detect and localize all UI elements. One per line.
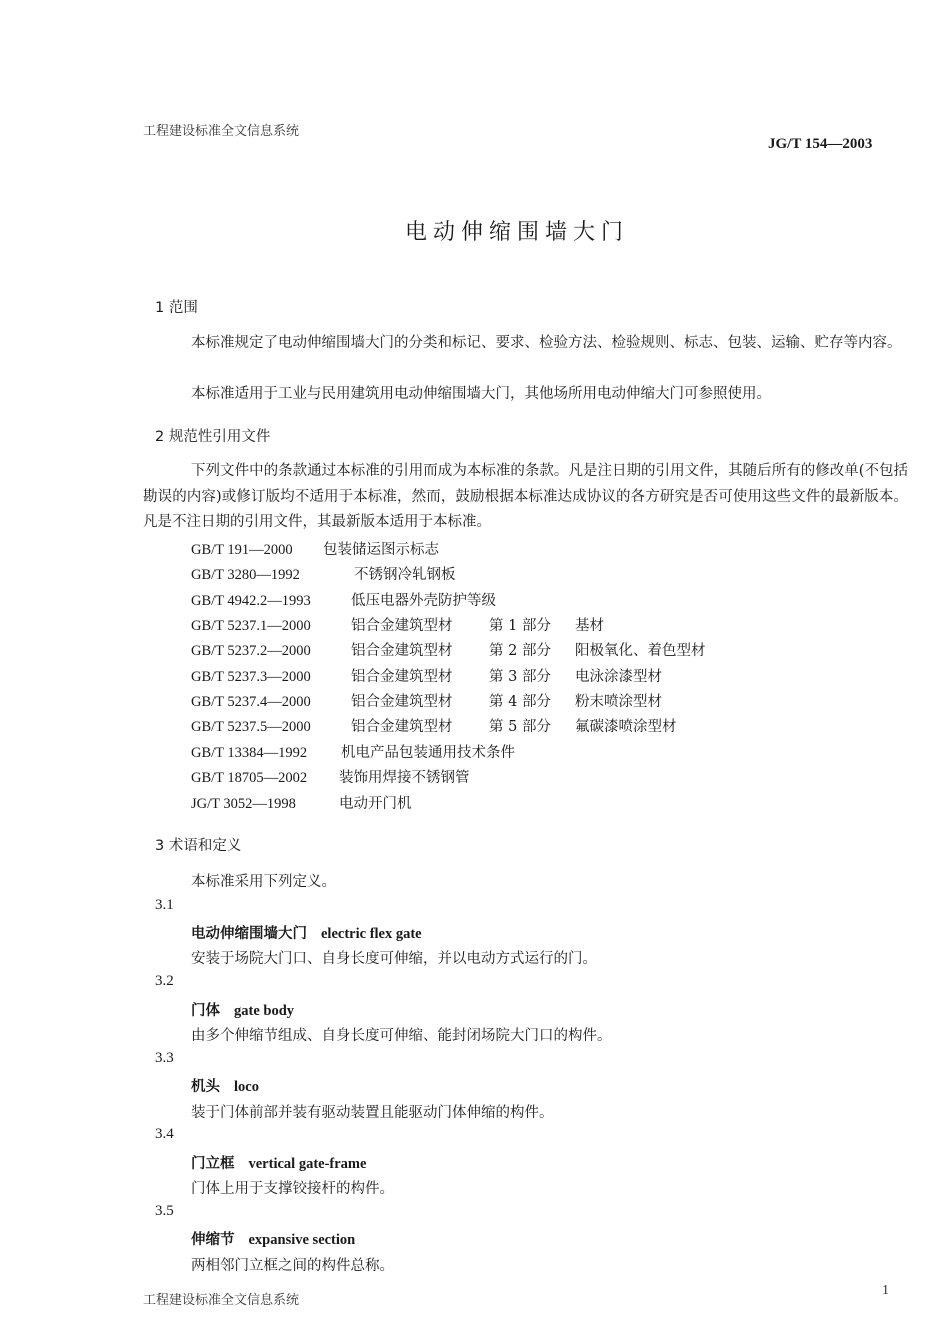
reference-item: GB/T 3280—1992 不锈钢冷轧钢板 bbox=[191, 567, 456, 583]
reference-item: GB/T 18705—2002 装饰用焊接不锈钢管 bbox=[191, 770, 470, 786]
term-number: 3.5 bbox=[155, 1203, 174, 1219]
term-definition: 由多个伸缩节组成、自身长度可伸缩、能封闭场院大门口的构件。 bbox=[191, 1028, 612, 1044]
reference-item: GB/T 5237.1—2000 铝合金建筑型材 第 1 部分 基材 bbox=[191, 618, 604, 634]
reference-item: GB/T 5237.4—2000 铝合金建筑型材 第 4 部分 粉末喷涂型材 bbox=[191, 694, 662, 710]
reference-item: JG/T 3052—1998 电动开门机 bbox=[191, 796, 412, 812]
page-number: 1 bbox=[882, 1283, 889, 1298]
term-definition: 安装于场院大门口、自身长度可伸缩，并以电动方式运行的门。 bbox=[191, 951, 597, 967]
section-3-heading: 3 术语和定义 bbox=[155, 838, 242, 854]
term-title: 电动伸缩围墙大门 electric flex gate bbox=[191, 926, 422, 942]
section-1-paragraph-2: 本标准适用于工业与民用建筑用电动伸缩围墙大门，其他场所用电动伸缩大门可参照使用。 bbox=[191, 386, 771, 402]
page-title: 电动伸缩围墙大门 bbox=[405, 220, 630, 245]
reference-item: GB/T 191—2000 包装储运图示标志 bbox=[191, 542, 439, 558]
reference-item: GB/T 13384—1992 机电产品包装通用技术条件 bbox=[191, 745, 515, 761]
reference-item: GB/T 4942.2—1993 低压电器外壳防护等级 bbox=[191, 593, 496, 609]
section-2-intro: 下列文件中的条款通过本标准的引用而成为本标准的条款。凡是注日期的引用文件，其随后所有的修改单(不包括勘误的内容)或修订版均不适用于本标准，然而，鼓励根据本标准达成协议的各方研究是否可使用这些文件的最新版本。凡是不注日期的引用文件，其最新版本适用于本标准。 bbox=[143, 463, 908, 530]
term-title: 机头 loco bbox=[191, 1079, 259, 1095]
term-title: 门立框 vertical gate-frame bbox=[191, 1156, 367, 1172]
term-number: 3.3 bbox=[155, 1050, 174, 1066]
term-definition: 两相邻门立框之间的构件总称。 bbox=[191, 1258, 394, 1274]
term-definition: 门体上用于支撑铰接杆的构件。 bbox=[191, 1181, 394, 1197]
term-number: 3.2 bbox=[155, 973, 174, 989]
term-title: 伸缩节 expansive section bbox=[191, 1232, 356, 1248]
section-2-heading: 2 规范性引用文件 bbox=[155, 429, 271, 445]
footer-system-name: 工程建设标准全文信息系统 bbox=[143, 1293, 300, 1308]
section-3-intro: 本标准采用下列定义。 bbox=[191, 874, 336, 890]
term-title: 门体 gate body bbox=[191, 1003, 295, 1019]
term-definition: 装于门体前部并装有驱动装置且能驱动门体伸缩的构件。 bbox=[191, 1105, 554, 1121]
header-system-name: 工程建设标准全文信息系统 bbox=[143, 124, 300, 139]
term-number: 3.1 bbox=[155, 897, 174, 913]
term-number: 3.4 bbox=[155, 1126, 174, 1142]
section-1-paragraph-1: 本标准规定了电动伸缩围墙大门的分类和标记、要求、检验方法、检验规则、标志、包装、运输、贮存等内容。 bbox=[191, 335, 902, 351]
section-1-heading: 1 范围 bbox=[155, 300, 198, 316]
standard-number: JG/T 154—2003 bbox=[768, 136, 873, 152]
reference-item: GB/T 5237.2—2000 铝合金建筑型材 第 2 部分 阳极氧化、着色型材 bbox=[191, 643, 706, 659]
reference-item: GB/T 5237.3—2000 铝合金建筑型材 第 3 部分 电泳涂漆型材 bbox=[191, 669, 662, 685]
reference-item: GB/T 5237.5—2000 铝合金建筑型材 第 5 部分 氟碳漆喷涂型材 bbox=[191, 719, 677, 735]
